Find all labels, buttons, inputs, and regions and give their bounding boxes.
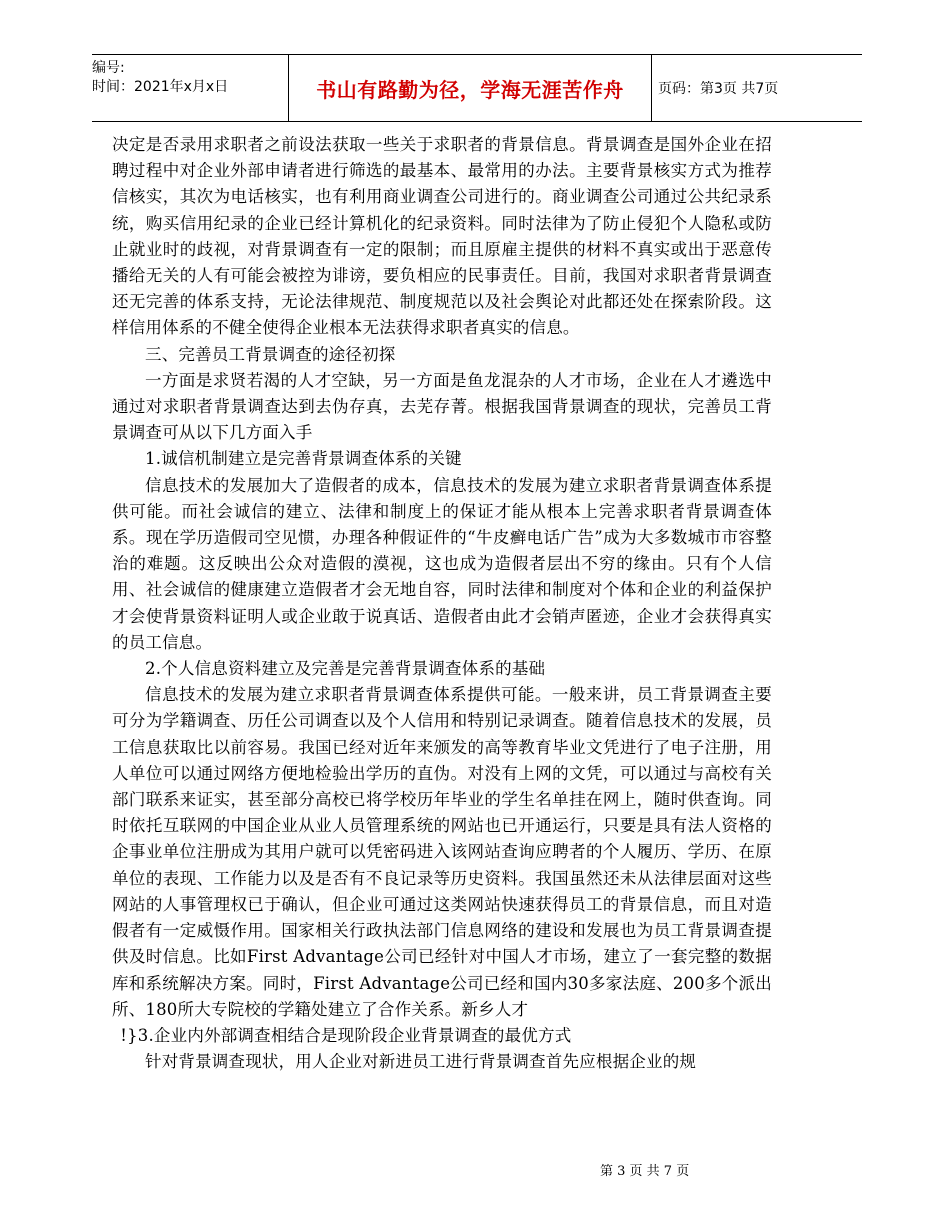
document-number-label: 编号:	[92, 60, 125, 76]
section-heading: 三、完善员工背景调查的途径初探	[145, 344, 396, 364]
paragraph: 信息技术的发展为建立求职者背景调查体系提供可能。一般来讲，员工背景调查主要可分为学籍调查、历任公司调查以及个人信用和特别记录调查。随着信息技术的发展，员工信息获取比以前容易。我国已经对近年来颁发的高等教育毕业文凭进行了电子注册，用人单位可以通过网络方便地检验出学历的直伪。对没有上网的文凭，可以通过与高校有关部门联系来证实，甚至部分高校已将学校历年毕业的学生名单挂在网上，随时供查询。同时依托互联网的中国企业从业人员管理系统的网站也已开通运行，只要是具有法人资格的企事业单位注册成为其用户就可以凭密码进入该网站查询应聘者的个人履历、学历、在原单位的表现、工作能力以及是否有不良记录等历史资料。我国虽然还未从法律层面对这些网站的人事管理权已于确认，但企业可通过这类网站快速获得员工的背景信息，而且对造假者有一定威慑作用。国家相关行政执法部门信息网络的建设和发展也为员工背景调查提供及时信息。比如First Advantage公司已经针对中国人才市场，建立了一套完整的数据库和系统解决方案。同时，First Advantage公司已经和国内30多家法庭、200多个派出所、180所大专院校的学籍处建立了合作关系。新乡人才	[112, 685, 772, 1019]
document-body	[112, 132, 772, 1075]
header-motto: 书山有路勤为径，学海无涯苦作舟	[316, 77, 624, 102]
subsection-heading: 1.诚信机制建立是完善背景调查体系的关键	[145, 449, 462, 469]
page-footer: 第 3 页 共 7 页	[600, 1164, 690, 1179]
header-page-info: 页码：第3页 共7页	[658, 81, 779, 97]
header-page-cell	[652, 55, 862, 121]
header-meta	[92, 55, 288, 121]
paragraph: 一方面是求贤若渴的人才空缺，另一方面是鱼龙混杂的人才市场，企业在人才遴选中通过对求职者背景调查达到去伪存真，去芜存菁。根据我国背景调查的现状，完善员工背景调查可从以下几方面入手	[112, 370, 772, 443]
page-header	[92, 54, 862, 122]
subsection-heading: 2.个人信息资料建立及完善是完善背景调查体系的基础	[145, 659, 546, 679]
subsection-heading: !}3.企业内外部调查相结合是现阶段企业背景调查的最优方式	[120, 1025, 572, 1045]
paragraph: 决定是否录用求职者之前设法获取一些关于求职者的背景信息。背景调查是国外企业在招聘过程中对企业外部申请者进行筛选的最基本、最常用的办法。主要背景核实方式为推荐信核实，其次为电话核实，也有利用商业调查公司进行的。商业调查公司通过公共纪录系统，购买信用纪录的企业已经计算机化的纪录资料。同时法律为了防止侵犯个人隐私或防止就业时的歧视，对背景调查有一定的限制；而且原雇主提供的材料不真实或出于恶意传播给无关的人有可能会被控为诽谤，要负相应的民事责任。目前，我国对求职者背景调查还无完善的体系支持，无论法律规范、制度规范以及社会舆论对此都还处在探索阶段。这样信用体系的不健全使得企业根本无法获得求职者真实的信息。	[112, 135, 772, 338]
paragraph: 针对背景调查现状，用人企业对新进员工进行背景调查首先应根据企业的规	[145, 1052, 697, 1072]
header-motto-cell	[288, 55, 652, 121]
document-date: 时间：2021年x月x日	[92, 79, 229, 95]
paragraph: 信息技术的发展加大了造假者的成本，信息技术的发展为建立求职者背景调查体系提供可能。而社会诚信的建立、法律和制度上的保证才能从根本上完善求职者背景调查体系。现在学历造假司空见惯，办理各种假证件的“牛皮癣电话广告”成为大多数城市市容整治的难题。这反映出公众对造假的漠视，这也成为造假者层出不穷的缘由。只有个人信用、社会诚信的健康建立造假者才会无地自容，同时法律和制度对个体和企业的利益保护才会使背景资料证明人或企业敢于说真话、造假者由此才会销声匿迹，企业才会获得真实的员工信息。	[112, 475, 772, 652]
